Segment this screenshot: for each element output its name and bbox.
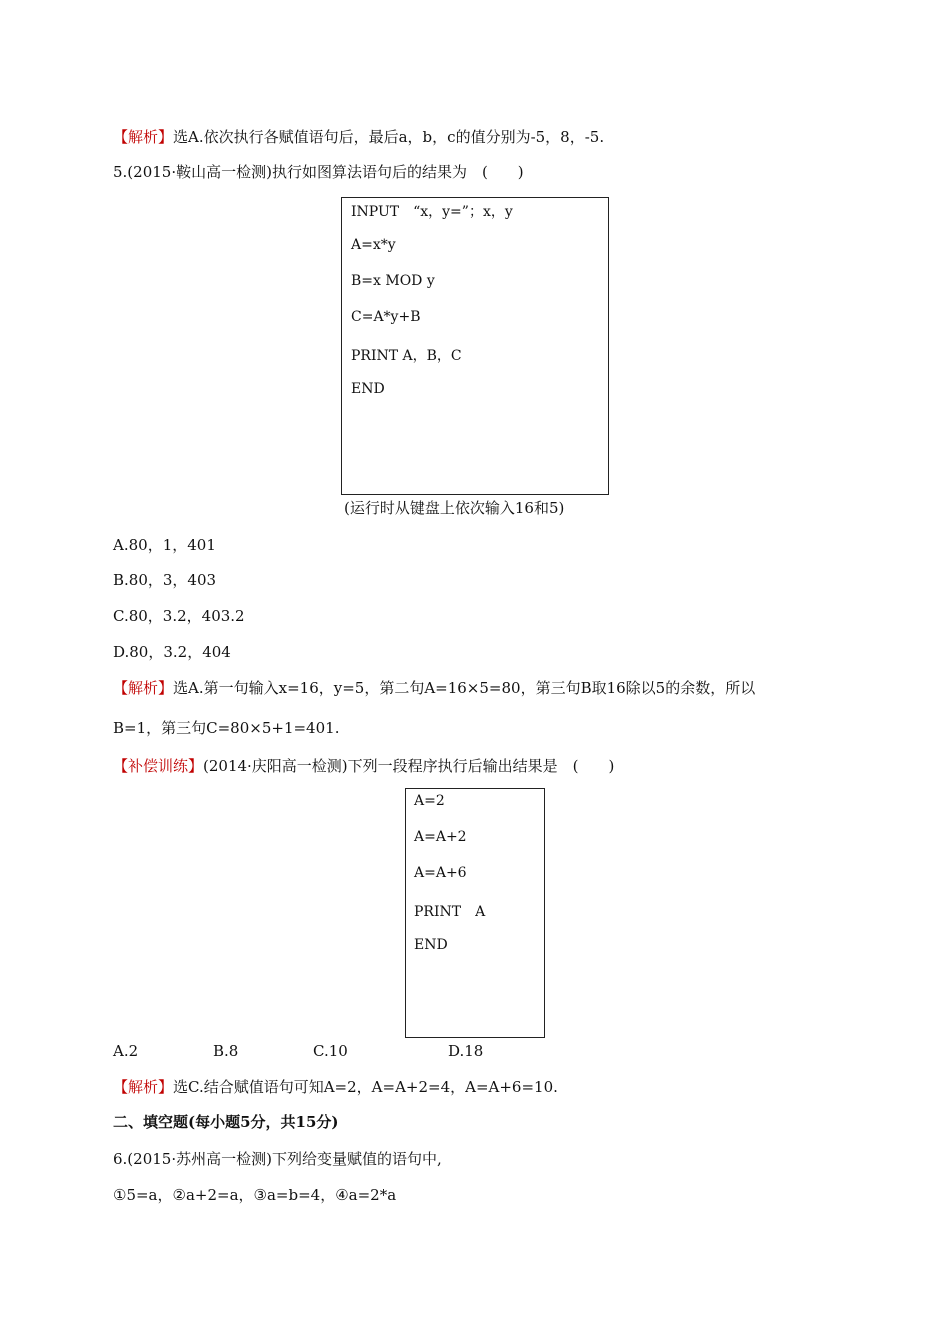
q5-option: B.80，3，403 [113,571,217,589]
analysis-tag: 【解析】 [113,679,174,697]
supplement-question [113,756,614,776]
q5-analysis-text: 选A.第一句输入x=16，y=5，第二句A=16×5=80，第三句B取16除以5的余数，所以 [173,679,756,697]
supplement-code-line: A=A+6 [414,865,467,881]
q5-code-line: C=A*y+B [351,309,421,325]
q6-items: ①5=a，②a+2=a，③a=b=4，④a=2*a [113,1186,397,1204]
q4-analysis-text: 选A.依次执行各赋值语句后，最后a，b，c的值分别为-5，8，-5. [173,128,605,146]
q5-analysis [113,678,755,698]
q5-option: D.80，3.2，404 [113,643,231,661]
section-heading: 二、填空题(每小题5分，共15分) [113,1113,339,1131]
supplement-option: D.18 [448,1042,484,1060]
q5-code-line: INPUT “x，y=”；x，y [351,204,513,220]
q5-analysis-cont: B=1，第三句C=80×5+1=401. [113,719,340,737]
supplement-code-line: PRINT A [414,904,486,920]
q5-caption: (运行时从键盘上依次输入16和5) [344,499,565,517]
q5-option: C.80，3.2，403.2 [113,607,245,625]
q6-question: 6.(2015·苏州高一检测)下列给变量赋值的语句中, [113,1150,442,1168]
q5-code-line: B=x MOD y [351,273,435,289]
supplement-question-text: (2014·庆阳高一检测)下列一段程序执行后输出结果是 ( ) [203,757,615,775]
q5-option: A.80，1，401 [113,536,216,554]
supplement-option: C.10 [313,1042,348,1060]
q5-code-line: END [351,381,385,397]
supplement-tag: 【补偿训练】 [113,757,204,775]
supplement-analysis [113,1077,558,1097]
supplement-code-line: END [414,937,448,953]
q5-question: 5.(2015·鞍山高一检测)执行如图算法语句后的结果为 ( ) [113,163,524,181]
supplement-analysis-text: 选C.结合赋值语句可知A=2，A=A+2=4，A=A+6=10. [173,1078,558,1096]
q5-code-line: A=x*y [351,237,396,253]
supplement-option: B.8 [213,1042,239,1060]
analysis-tag: 【解析】 [113,1078,174,1096]
supplement-option: A.2 [113,1042,139,1060]
supplement-code-line: A=A+2 [414,829,467,845]
supplement-code-line: A=2 [414,793,445,809]
analysis-tag: 【解析】 [113,128,174,146]
q5-code-line: PRINT A，B，C [351,348,462,364]
q4-analysis [113,127,604,147]
